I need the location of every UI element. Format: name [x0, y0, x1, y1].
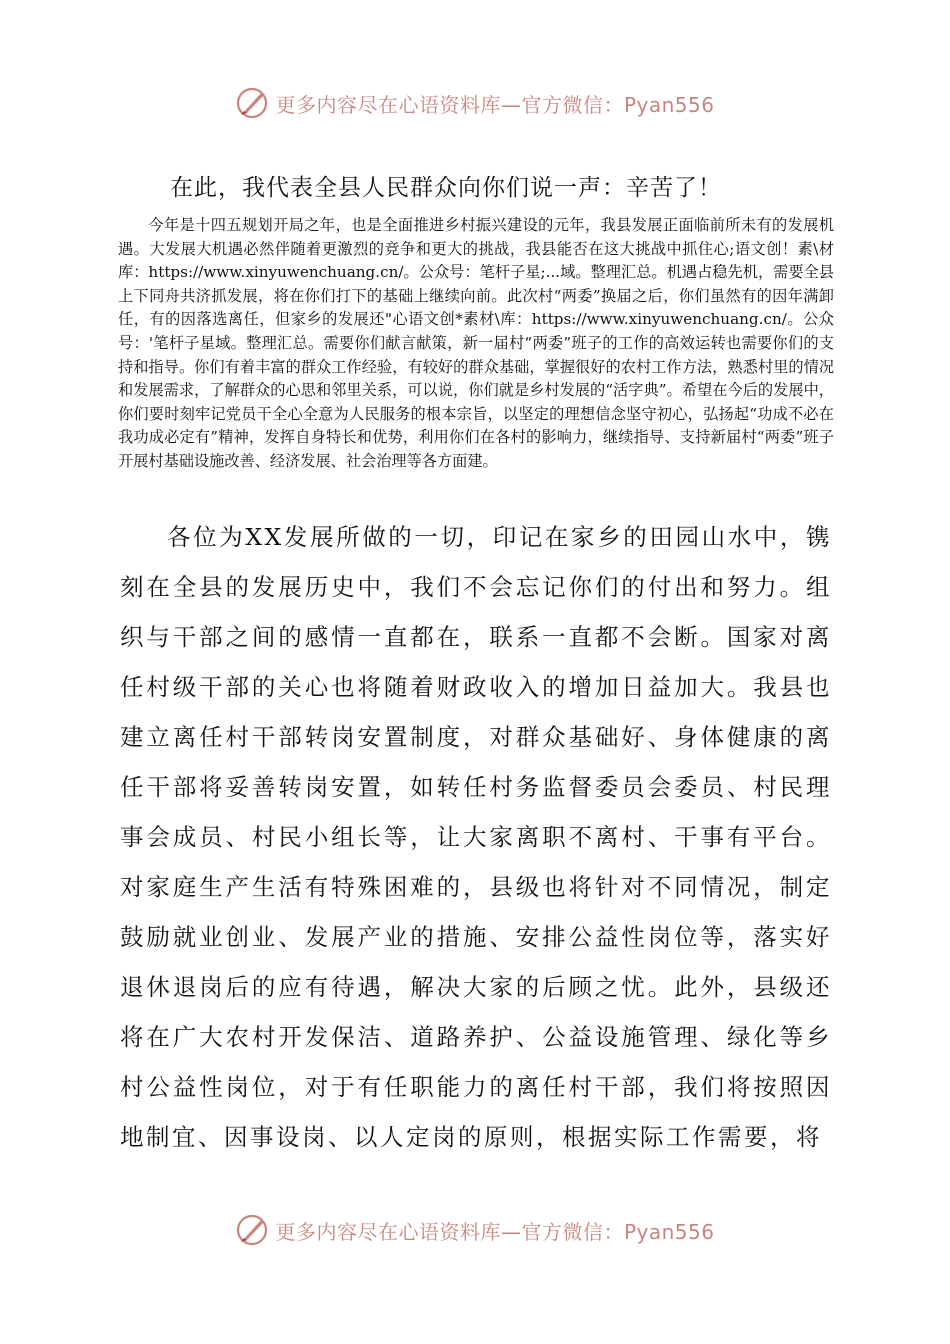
- page-heading: 在此，我代表全县人民群众向你们说一声：辛苦了！: [170, 175, 722, 201]
- watermark-text: 更多内容尽在心语资料库—官方微信：Pyan556: [275, 1219, 715, 1244]
- header-watermark: [0, 83, 950, 123]
- quill-pen-logo-icon: [235, 86, 269, 120]
- footer-watermark: [0, 1210, 950, 1250]
- body-paragraph-large: 各位为XX发展所做的一切，印记在家乡的田园山水中，镌刻在全县的发展历史中，我们不会忘记你们的付出和努力。组织与干部之间的感情一直都在，联系一直都不会断。国家对离任村级干部的关心也将随着财政收入的增加日益加大。我县也建立离任村干部转岗安置制度，对群众基础好、身体健康的离任干部将妥善转岗安置，如转任村务监督委员会委员、村民理事会成员、村民小组长等，让大家离职不离村、干事有平台。对家庭生产生活有特殊困难的，县级也将针对不同情况，制定鼓励就业创业、发展产业的措施、安排公益性岗位等，落实好退休退岗后的应有待遇，解决大家的后顾之忧。此外，县级还将在广大农村开发保洁、道路养护、公益设施管理、绿化等乡村公益性岗位，对于有任职能力的离任村干部，我们将按照因地制宜、因事设岗、以人定岗的原则，根据实际工作需要，将: [120, 523, 832, 1151]
- watermark-text: 更多内容尽在心语资料库—官方微信：Pyan556: [275, 92, 715, 117]
- body-paragraph-small: 今年是十四五规划开局之年，也是全面推进乡村振兴建设的元年，我县发展正面临前所未有的发展机遇。大发展大机遇必然伴随着更激烈的竞争和更大的挑战，我县能否在这大挑战中抓住心;语文创！素\材库：https://www.xinyuwenchuang.cn/。公众号：笔杆子星;...域。整理汇总。机遇占稳先机，需要全县上下同舟共济抓发展，将在你们打下的基础上继续向前。此次村“两委”换届之后，你们虽然有的因年满卸任，有的因落选离任，但家乡的发展还"心语文创*素材\库：https://www.xinyuwenchuang.cn/。公众号：'笔杆子星域。整理汇总。需要你们献言献策，新一届村“两委”班子的工作的高效运转也需要你们的支持和指导。你们有着丰富的群众工作经验，有较好的群众基础，掌握很好的农村工作方法，熟悉村里的情况和发展需求，了解群众的心思和邻里关系，可以说，你们就是乡村发展的“活字典”。希望在今后的发展中，你们要时刻牢记党员干全心全意为人民服务的根本宗旨，以坚定的理想信念坚守初心，弘扬起“功成不必在我功成必定有”精神，发挥自身特长和优势，利用你们在各村的影响力，继续指导、支持新届村“两委”班子开展村基础设施改善、经济发展、社会治理等各方面建。: [118, 216, 834, 470]
- quill-pen-logo-icon: [235, 1213, 269, 1247]
